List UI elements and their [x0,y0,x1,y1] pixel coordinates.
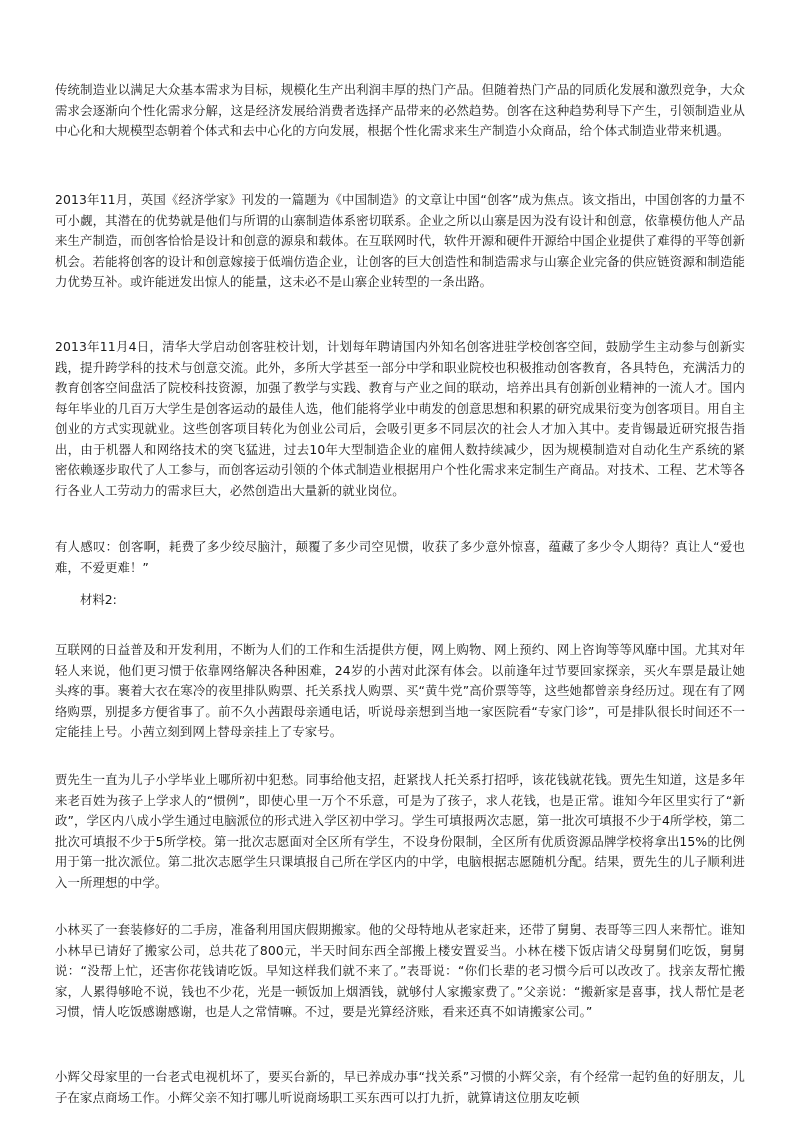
paragraph-maker-trend: 传统制造业以满足大众基本需求为目标，规模化生产出利润丰厚的热门产品。但随着热门产品的同质化发展和激烈竞争，大众需求会逐渐向个性化需求分解，这是经济发展给消费者选择产品带来的必然趋势。创客在这种趋势利导下产生，引领制造业从中心化和大规模型态朝着个体式和去中心化的方向发展，根据个性化需求来生产制造小众商品，给个体式制造业带来机遇。 [55,82,745,138]
paragraph-school-admission: 贾先生一直为儿子小学毕业上哪所初中犯愁。同事给他支招，赶紧找人托关系打招呼，该花钱就花钱。贾先生知道，这是多年来老百姓为孩子上学求人的“惯例”，即使心里一万个不乐意，可是为了孩子，求人花钱，也是正常。谁知今年区里实行了“新政”，学区内八成小学生通过电脑派位的形式进入学区初中学习。学生可填报两次志愿，第一批次可填报不少于4所学校，第二批次可填报不少于5所学校。第一批次志愿面对全区所有学生，不设身份限制，全区所有优质资源品牌学校将拿出15%的比例用于第一批次派位。第二批次志愿学生只课填报自己所在学区内的中学，电脑根据志愿随机分配。结果，贾先生的儿子顺利进入一所理想的中学。 [55,772,745,890]
paragraph-moving-company: 小林买了一套装修好的二手房，准备利用国庆假期搬家。他的父母特地从老家赶来，还带了舅舅、表哥等三四人来帮忙。谁知小林早已请好了搬家公司，总共花了800元，半天时间东西全部搬上楼安置妥当。小林在楼下饭店请父母舅舅们吃饭，舅舅说：“没帮上忙，还害你花钱请吃饭。早知这样我们就不来了。”表哥说：“你们长辈的老习惯今后可以改改了。找亲友帮忙搬家，人累得够呛不说，钱也不少花，光是一顿饭加上烟酒钱，就够付人家搬家费了。”父亲说：“搬新家是喜事，找人帮忙是老习惯，情人吃饭感谢感谢，也是人之常情嘛。不过，要是光算经济账，看来还真不如请搬家公司。” [55,922,745,1019]
paragraph-tv-purchase: 小辉父母家里的一台老式电视机坏了，要买台新的，早已养成办事“找关系”习惯的小辉父亲，有个经常一起钓鱼的好朋友，儿子在家点商场工作。小辉父亲不知打哪儿听说商场职工买东西可以打九折，就算请这位朋友吃顿 [55,1069,745,1105]
material-label: 材料2: [80,592,117,607]
paragraph-economist-article: 2013年11月，英国《经济学家》刊发的一篇题为《中国制造》的文章让中国“创客”成为焦点。该文指出，中国创客的力量不可小觑，其潜在的优势就是他们与所谓的山寨制造体系密切联系。企业之所以山寨是因为没有设计和创意，依靠模仿他人产品来生产制造，而创客恰恰是设计和创意的源泉和载体。在互联网时代，软件开源和硬件开源给中国企业提供了难得的平等创新机会。若能将创客的设计和创意嫁接于低端仿造企业，让创客的巨大创造性和制造需求与山寨企业完备的供应链资源和制造能力优势互补。或许能迸发出惊人的能量，这未必不是山寨企业转型的一条出路。 [55,192,745,289]
paragraph-maker-sigh: 有人感叹：创客啊，耗费了多少绞尽脑汁，颠覆了多少司空见惯，收获了多少意外惊喜，蕴藏了多少令人期待？真让人“爱也难，不爱更难！” [55,539,745,575]
paragraph-online-convenience: 互联网的日益普及和开发利用，不断为人们的工作和生活提供方便，网上购物、网上预约、网上咨询等等风靡中国。尤其对年轻人来说，他们更习惯于依靠网络解决各种困难，24岁的小茜对此深有体会。以前逢年过节要回家探亲，买火车票是最让她头疼的事。裹着大衣在寒冷的夜里排队购票、托关系找人购票、买“黄牛党”高价票等等，这些她都曾亲身经历过。现在有了网络购票，别提多方便省事了。前不久小茜跟母亲通电话，听说母亲想到当地一家医院看“专家门诊”，可是排队很长时间还不一定能挂上号。小茜立刻到网上替母亲挂上了专家号。 [55,642,745,739]
paragraph-tsinghua-program: 2013年11月4日，清华大学启动创客驻校计划，计划每年聘请国内外知名创客进驻学校创客空间，鼓励学生主动参与创新实践，提升跨学科的技术与创意交流。此外，多所大学甚至一部分中学和职业院校也积极推动创客教育，各具特色，充满活力的教育创客空间盘活了院校科技资源，加强了教学与实践、教育与产业之间的联动，培养出具有创新创业精神的一流人才。国内每年毕业的几百万大学生是创客运动的最佳人选，他们能将学业中萌发的创意思想和积累的研究成果衍变为创客项目。用自主创业的方式实现就业。这些创客项目转化为创业公司后，会吸引更多不同层次的社会人才加入其中。麦肯锡最近研究报告指出，由于机器人和网络技术的突飞猛进，过去10年大型制造企业的雇佣人数持续减少，因为规模制造对自动化生产系统的紧密依赖逐步取代了人工参与，而创客运动引领的个体式制造业根据用户个性化需求来定制生产商品。对技术、工程、艺术等各行各业人工劳动力的需求巨大，必然创造出大量新的就业岗位。 [55,339,745,498]
